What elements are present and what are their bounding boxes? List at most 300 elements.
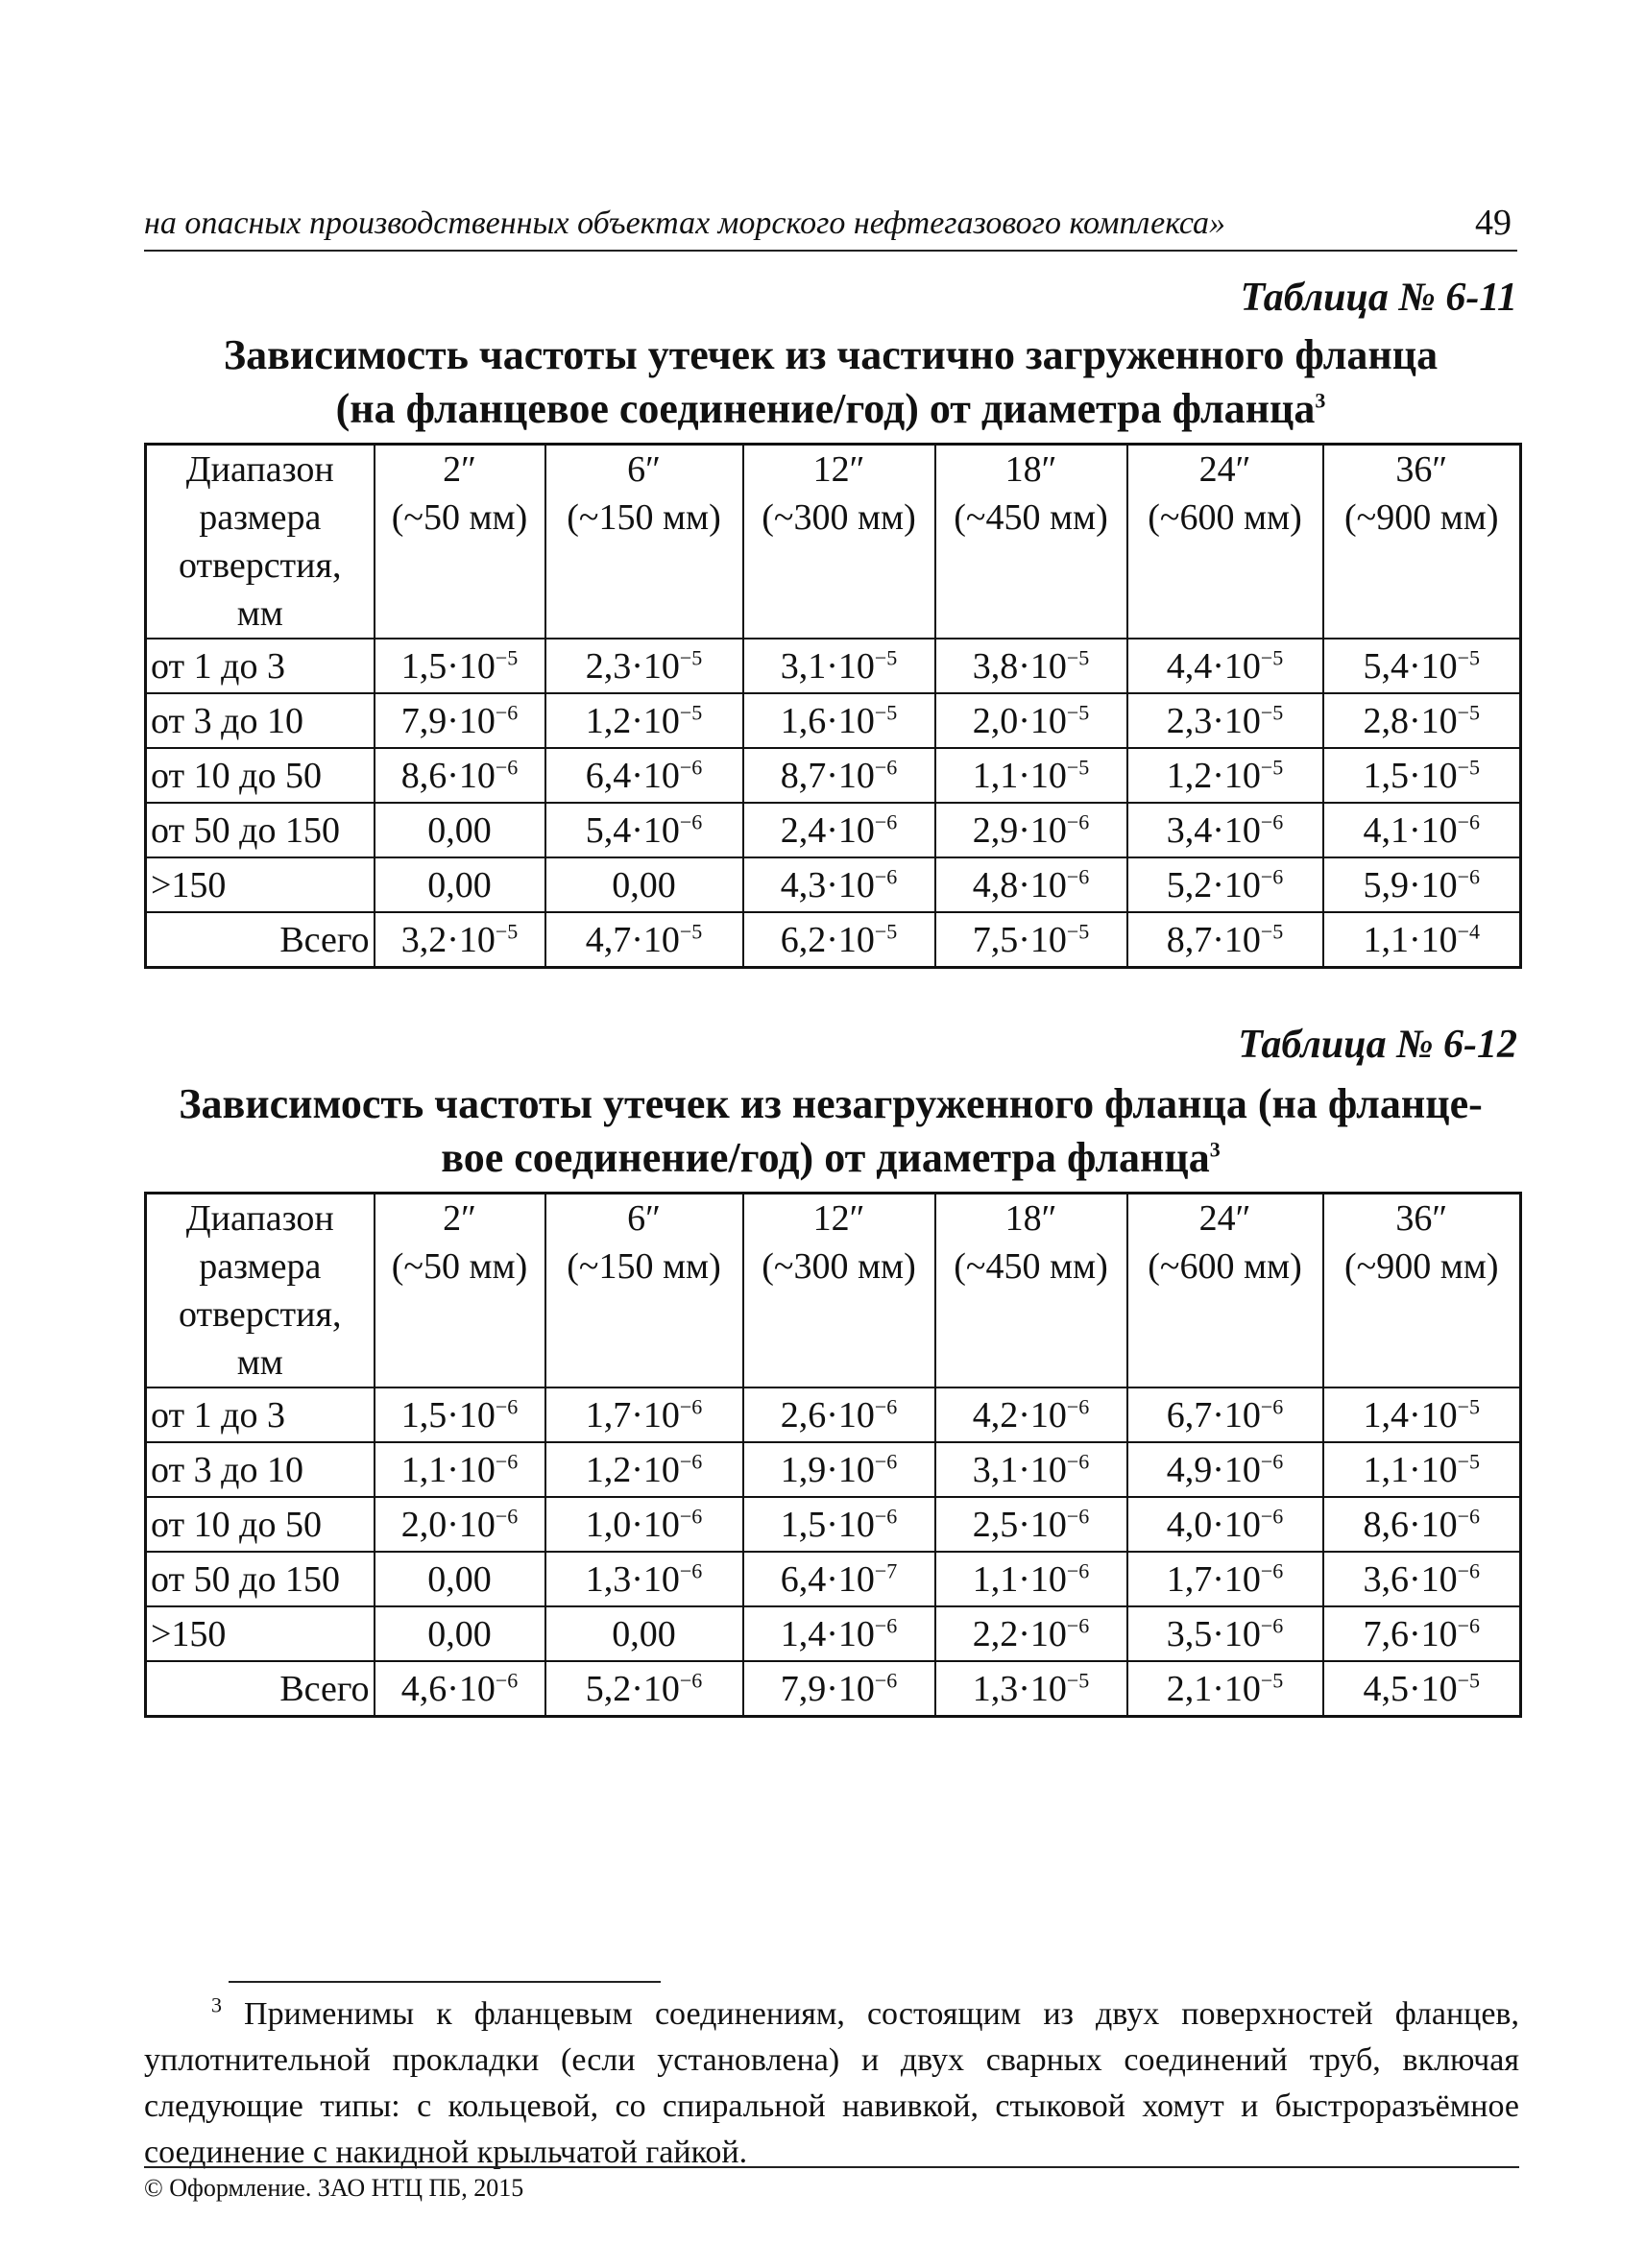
table-cell [1127, 1387, 1323, 1442]
table-cell [743, 1442, 935, 1497]
cell-mantissa: 0,00 [427, 864, 492, 905]
cell-exponent: −6 [874, 1393, 898, 1418]
row-label: от 1 до 3 [146, 1387, 375, 1442]
cell-mantissa: 2,6·10 [780, 1394, 875, 1436]
cell-exponent: −5 [1260, 754, 1284, 779]
cell-mantissa: 1,7·10 [1166, 1558, 1261, 1600]
cell-mantissa: 0,00 [427, 1613, 492, 1654]
cell-exponent: −6 [1457, 863, 1481, 888]
cell-mantissa: 3,1·10 [972, 1449, 1067, 1490]
cell-mantissa: 4,1·10 [1363, 809, 1458, 851]
cell-exponent: −7 [874, 1557, 898, 1582]
table-cell [375, 912, 545, 968]
column-header [375, 1194, 545, 1388]
table-cell [375, 1442, 545, 1497]
cell-exponent: −5 [1066, 1667, 1090, 1692]
table-1-title [144, 328, 1517, 436]
cell-mantissa: 5,9·10 [1363, 864, 1458, 905]
table-cell [545, 1552, 743, 1606]
table-cell [375, 803, 545, 857]
table-cell [375, 693, 545, 748]
table-cell [743, 748, 935, 803]
cell-mantissa: 3,5·10 [1166, 1613, 1261, 1654]
cell-mantissa: 7,9·10 [400, 700, 496, 741]
cell-mantissa: 1,6·10 [780, 700, 875, 741]
row-header-line: Диапазон [185, 449, 334, 490]
column-mm: (~150 мм) [567, 1246, 721, 1287]
cell-mantissa: 2,9·10 [972, 809, 1067, 851]
table-row [146, 693, 1521, 748]
cell-mantissa: 8,6·10 [400, 755, 496, 796]
cell-exponent: −6 [874, 863, 898, 888]
cell-exponent: −6 [1457, 808, 1481, 833]
cell-mantissa: 2,5·10 [972, 1504, 1067, 1545]
table-cell [1323, 1387, 1521, 1442]
cell-exponent: −5 [679, 644, 703, 669]
cell-exponent: −6 [495, 1667, 519, 1692]
cell-exponent: −6 [495, 1503, 519, 1528]
cell-mantissa: 6,7·10 [1166, 1394, 1261, 1436]
footnote-divider [229, 1981, 661, 1983]
column-mm: (~300 мм) [762, 497, 916, 538]
table-cell [1323, 857, 1521, 912]
cell-exponent: −5 [874, 644, 898, 669]
table-cell [545, 1442, 743, 1497]
cell-exponent: −5 [1457, 1448, 1481, 1473]
cell-exponent: −5 [1066, 699, 1090, 724]
table-row [146, 912, 1521, 968]
cell-exponent: −6 [1260, 1393, 1284, 1418]
table-1-number: Таблица № 6-11 [1240, 276, 1517, 320]
running-header [144, 200, 1517, 252]
cell-mantissa: 7,5·10 [972, 919, 1067, 960]
table-cell [545, 912, 743, 968]
cell-exponent: −6 [874, 808, 898, 833]
table-cell [375, 1606, 545, 1661]
cell-mantissa: 1,7·10 [585, 1394, 680, 1436]
table-cell [545, 639, 743, 693]
table-cell [1323, 912, 1521, 968]
cell-mantissa: 1,1·10 [972, 755, 1067, 796]
column-inch: 12″ [812, 449, 865, 490]
cell-exponent: −6 [1260, 808, 1284, 833]
column-mm: (~450 мм) [954, 497, 1108, 538]
cell-mantissa: 4,3·10 [780, 864, 875, 905]
table-cell [1127, 1606, 1323, 1661]
column-header [1127, 445, 1323, 639]
cell-exponent: −6 [679, 754, 703, 779]
cell-mantissa: 8,7·10 [1166, 919, 1261, 960]
cell-exponent: −6 [679, 1503, 703, 1528]
column-mm: (~150 мм) [567, 497, 721, 538]
cell-mantissa: 7,6·10 [1363, 1613, 1458, 1654]
table-cell [743, 693, 935, 748]
cell-exponent: −5 [1066, 644, 1090, 669]
table-cell [1323, 1661, 1521, 1717]
cell-mantissa: 8,6·10 [1363, 1504, 1458, 1545]
table-cell [1323, 1552, 1521, 1606]
cell-mantissa: 8,7·10 [780, 755, 875, 796]
row-label: от 50 до 150 [146, 803, 375, 857]
column-inch: 18″ [1004, 449, 1057, 490]
table-1-title-line-2: (на фланцевое соединение/год) от диаметра фланца$^3$ [335, 385, 1326, 432]
table-cell [935, 1552, 1127, 1606]
table-cell [743, 1606, 935, 1661]
row-label: >150 [146, 1606, 375, 1661]
cell-mantissa: 1,2·10 [1166, 755, 1261, 796]
cell-mantissa: 1,1·10 [1363, 1449, 1458, 1490]
cell-mantissa: 1,4·10 [780, 1613, 875, 1654]
row-label: от 50 до 150 [146, 1552, 375, 1606]
row-label: от 3 до 10 [146, 1442, 375, 1497]
table-cell [1323, 748, 1521, 803]
table-row [146, 1497, 1521, 1552]
row-header-line: размера [199, 1246, 322, 1287]
cell-mantissa: 4,6·10 [400, 1668, 496, 1709]
table-2-title-line-2: вое соединение/год) от диаметра фланца$^3$ [441, 1134, 1221, 1181]
column-inch: 6″ [627, 1198, 661, 1239]
cell-exponent: −6 [679, 1557, 703, 1582]
cell-exponent: −6 [495, 754, 519, 779]
table-2-title [144, 1077, 1517, 1185]
cell-exponent: −6 [495, 1448, 519, 1473]
table-cell [743, 1661, 935, 1717]
cell-mantissa: 1,1·10 [400, 1449, 496, 1490]
column-mm: (~300 мм) [762, 1246, 916, 1287]
cell-exponent: −6 [495, 1393, 519, 1418]
footnote-marker: 3 [211, 1992, 222, 2017]
row-header-cell [146, 1194, 375, 1388]
table-cell [545, 1387, 743, 1442]
table-row [146, 1387, 1521, 1442]
cell-exponent: −5 [1260, 918, 1284, 943]
cell-mantissa: 1,5·10 [1363, 755, 1458, 796]
cell-exponent: −5 [1260, 644, 1284, 669]
page-number: 49 [1475, 203, 1512, 243]
table-cell [743, 639, 935, 693]
table-cell [935, 639, 1127, 693]
cell-mantissa: 5,2·10 [585, 1668, 680, 1709]
cell-exponent: −6 [1457, 1503, 1481, 1528]
column-inch: 24″ [1198, 449, 1251, 490]
cell-mantissa: 1,1·10 [1363, 919, 1458, 960]
column-header [1127, 1194, 1323, 1388]
cell-exponent: −5 [874, 918, 898, 943]
cell-exponent: −6 [679, 1448, 703, 1473]
cell-exponent: −6 [1457, 1557, 1481, 1582]
cell-mantissa: 1,2·10 [585, 1449, 680, 1490]
cell-mantissa: 2,3·10 [1166, 700, 1261, 741]
cell-exponent: −6 [874, 1503, 898, 1528]
footnote-ref: 3 [1209, 1137, 1221, 1162]
cell-mantissa: 3,1·10 [780, 645, 875, 687]
row-header-line: отверстия, [179, 1294, 342, 1335]
column-mm: (~50 мм) [391, 497, 528, 538]
cell-exponent: −5 [1457, 644, 1481, 669]
table-cell [743, 1552, 935, 1606]
table-2-number: Таблица № 6-12 [1238, 1023, 1517, 1067]
cell-mantissa: 0,00 [612, 864, 676, 905]
header-row [146, 445, 1521, 639]
column-mm: (~900 мм) [1344, 1246, 1499, 1287]
header-row [146, 1194, 1521, 1388]
cell-exponent: −5 [1260, 1667, 1284, 1692]
table-cell [1127, 1661, 1323, 1717]
table-cell [1127, 1497, 1323, 1552]
column-mm: (~900 мм) [1344, 497, 1499, 538]
cell-mantissa: 4,4·10 [1166, 645, 1261, 687]
cell-exponent: −6 [874, 1612, 898, 1637]
cell-mantissa: 0,00 [427, 809, 492, 851]
table-cell [545, 748, 743, 803]
column-header [1323, 1194, 1521, 1388]
cell-exponent: −5 [1066, 918, 1090, 943]
cell-mantissa: 1,3·10 [972, 1668, 1067, 1709]
table-row [146, 1552, 1521, 1606]
column-inch: 12″ [812, 1198, 865, 1239]
row-header-line: мм [236, 1342, 283, 1383]
cell-mantissa: 5,4·10 [585, 809, 680, 851]
row-label: от 3 до 10 [146, 693, 375, 748]
cell-mantissa: 2,2·10 [972, 1613, 1067, 1654]
table-cell [1323, 1442, 1521, 1497]
table-cell [1127, 1552, 1323, 1606]
cell-mantissa: 1,0·10 [585, 1504, 680, 1545]
cell-mantissa: 3,2·10 [400, 919, 496, 960]
cell-mantissa: 2,0·10 [400, 1504, 496, 1545]
table-row [146, 639, 1521, 693]
cell-exponent: −6 [874, 1667, 898, 1692]
table-cell [935, 857, 1127, 912]
table-cell [375, 1497, 545, 1552]
table-6-11 [144, 443, 1522, 969]
cell-mantissa: 1,2·10 [585, 700, 680, 741]
table-cell [1127, 912, 1323, 968]
table-cell [545, 693, 743, 748]
cell-mantissa: 6,4·10 [585, 755, 680, 796]
cell-exponent: −4 [1457, 918, 1481, 943]
cell-exponent: −6 [679, 1667, 703, 1692]
cell-exponent: −5 [1260, 699, 1284, 724]
cell-mantissa: 4,9·10 [1166, 1449, 1261, 1490]
copyright: © Оформление. ЗАО НТЦ ПБ, 2015 [144, 2174, 524, 2202]
table-cell [1127, 748, 1323, 803]
cell-exponent: −5 [1457, 1667, 1481, 1692]
cell-exponent: −5 [679, 918, 703, 943]
column-mm: (~600 мм) [1148, 497, 1302, 538]
cell-mantissa: 1,5·10 [780, 1504, 875, 1545]
cell-mantissa: 1,5·10 [400, 645, 496, 687]
column-mm: (~450 мм) [954, 1246, 1108, 1287]
cell-exponent: −6 [1457, 1612, 1481, 1637]
column-header [545, 1194, 743, 1388]
table-cell [743, 912, 935, 968]
column-mm: (~50 мм) [391, 1246, 528, 1287]
table-cell [545, 1661, 743, 1717]
table-cell [545, 1606, 743, 1661]
cell-mantissa: 0,00 [612, 1613, 676, 1654]
row-label: Всего [146, 912, 375, 968]
row-label: от 1 до 3 [146, 639, 375, 693]
row-label: Всего [146, 1661, 375, 1717]
cell-mantissa: 1,9·10 [780, 1449, 875, 1490]
table-2-title-line-1: Зависимость частоты утечек из незагруженного фланца (на фланце- [179, 1080, 1483, 1127]
cell-mantissa: 1,1·10 [972, 1558, 1067, 1600]
table-row [146, 1661, 1521, 1717]
cell-mantissa: 2,3·10 [585, 645, 680, 687]
table-cell [1323, 803, 1521, 857]
cell-exponent: −6 [1066, 808, 1090, 833]
table-cell [935, 693, 1127, 748]
table-6-12 [144, 1192, 1522, 1718]
table-cell [935, 1442, 1127, 1497]
table-cell [375, 857, 545, 912]
cell-mantissa: 3,4·10 [1166, 809, 1261, 851]
table-cell [1323, 1606, 1521, 1661]
cell-exponent: −5 [1457, 1393, 1481, 1418]
cell-mantissa: 1,4·10 [1363, 1394, 1458, 1436]
cell-exponent: −5 [495, 918, 519, 943]
cell-exponent: −6 [1066, 863, 1090, 888]
cell-mantissa: 4,2·10 [972, 1394, 1067, 1436]
table-cell [375, 1552, 545, 1606]
footnote-ref: 3 [1315, 388, 1326, 413]
row-header-line: отверстия, [179, 545, 342, 586]
table-cell [935, 1661, 1127, 1717]
column-inch: 24″ [1198, 1198, 1251, 1239]
column-inch: 36″ [1395, 1198, 1448, 1239]
column-header [545, 445, 743, 639]
column-header [743, 445, 935, 639]
cell-exponent: −6 [1066, 1448, 1090, 1473]
cell-mantissa: 1,3·10 [585, 1558, 680, 1600]
table-cell [935, 803, 1127, 857]
cell-mantissa: 5,4·10 [1363, 645, 1458, 687]
cell-exponent: −6 [1260, 1448, 1284, 1473]
cell-mantissa: 2,8·10 [1363, 700, 1458, 741]
cell-exponent: −6 [1066, 1503, 1090, 1528]
cell-exponent: −6 [1260, 1612, 1284, 1637]
cell-exponent: −5 [679, 699, 703, 724]
table-cell [375, 1387, 545, 1442]
table-cell [375, 639, 545, 693]
cell-mantissa: 2,0·10 [972, 700, 1067, 741]
row-header-line: Диапазон [185, 1198, 334, 1239]
cell-mantissa: 5,2·10 [1166, 864, 1261, 905]
cell-mantissa: 6,4·10 [780, 1558, 875, 1600]
cell-mantissa: 2,4·10 [780, 809, 875, 851]
cell-mantissa: 4,7·10 [585, 919, 680, 960]
row-header-cell [146, 445, 375, 639]
column-mm: (~600 мм) [1148, 1246, 1302, 1287]
table-cell [935, 1387, 1127, 1442]
cell-mantissa: 2,1·10 [1166, 1668, 1261, 1709]
table-row [146, 1606, 1521, 1661]
copyright-divider [144, 2166, 1519, 2168]
table-cell [1323, 1497, 1521, 1552]
table-cell [545, 1497, 743, 1552]
column-inch: 2″ [443, 1198, 476, 1239]
table-cell [935, 912, 1127, 968]
row-label: от 10 до 50 [146, 748, 375, 803]
table-cell [1127, 803, 1323, 857]
column-inch: 18″ [1004, 1198, 1057, 1239]
table-cell [545, 803, 743, 857]
table-row [146, 1442, 1521, 1497]
table-cell [935, 1606, 1127, 1661]
table-cell [375, 1661, 545, 1717]
table-cell [935, 1497, 1127, 1552]
cell-exponent: −6 [1260, 863, 1284, 888]
column-inch: 36″ [1395, 449, 1448, 490]
table-row [146, 857, 1521, 912]
column-header [935, 445, 1127, 639]
cell-mantissa: 7,9·10 [780, 1668, 875, 1709]
table-cell [375, 748, 545, 803]
table-cell [545, 857, 743, 912]
table-cell [935, 748, 1127, 803]
cell-exponent: −6 [874, 754, 898, 779]
table-cell [743, 1497, 935, 1552]
cell-exponent: −5 [1457, 699, 1481, 724]
running-title: на опасных производственных объектах морского нефтегазового комплекса» [144, 205, 1226, 241]
cell-exponent: −6 [1066, 1393, 1090, 1418]
cell-exponent: −6 [679, 808, 703, 833]
column-header [935, 1194, 1127, 1388]
table-cell [1127, 857, 1323, 912]
table-cell [743, 1387, 935, 1442]
cell-mantissa: 0,00 [427, 1558, 492, 1600]
cell-mantissa: 4,5·10 [1363, 1668, 1458, 1709]
table-cell [1323, 639, 1521, 693]
cell-mantissa: 6,2·10 [780, 919, 875, 960]
cell-mantissa: 4,8·10 [972, 864, 1067, 905]
cell-exponent: −5 [495, 644, 519, 669]
table-cell [1127, 693, 1323, 748]
cell-exponent: −6 [874, 1448, 898, 1473]
column-inch: 6″ [627, 449, 661, 490]
cell-exponent: −6 [679, 1393, 703, 1418]
column-header [1323, 445, 1521, 639]
cell-mantissa: 1,5·10 [400, 1394, 496, 1436]
column-header [743, 1194, 935, 1388]
column-inch: 2″ [443, 449, 476, 490]
column-header [375, 445, 545, 639]
cell-exponent: −5 [1457, 754, 1481, 779]
row-header-line: мм [236, 593, 283, 634]
table-cell [743, 857, 935, 912]
cell-exponent: −5 [874, 699, 898, 724]
cell-exponent: −6 [495, 699, 519, 724]
cell-mantissa: 3,8·10 [972, 645, 1067, 687]
cell-mantissa: 3,6·10 [1363, 1558, 1458, 1600]
row-header-line: размера [199, 497, 322, 538]
table-cell [743, 803, 935, 857]
footnote-text: Применимы к фланцевым соединениям, состоящим из двух поверхностей фланцев, уплотнительной прокладки (если установлена) и двух сварных соединений труб, включая следующие типы: с кольцевой, со спиральной навивкой, стыковой хомут и быстроразъёмное соединение с накидной крыльчатой гайкой. [144, 1996, 1519, 2170]
cell-exponent: −6 [1066, 1612, 1090, 1637]
table-cell [1127, 639, 1323, 693]
table-cell [1323, 693, 1521, 748]
cell-exponent: −6 [1066, 1557, 1090, 1582]
table-row [146, 748, 1521, 803]
cell-exponent: −6 [1260, 1503, 1284, 1528]
row-label: >150 [146, 857, 375, 912]
table-cell [1127, 1442, 1323, 1497]
footnote [144, 1991, 1519, 2176]
cell-exponent: −5 [1066, 754, 1090, 779]
table-1-title-line-1: Зависимость частоты утечек из частично загруженного фланца [223, 331, 1439, 378]
row-label: от 10 до 50 [146, 1497, 375, 1552]
